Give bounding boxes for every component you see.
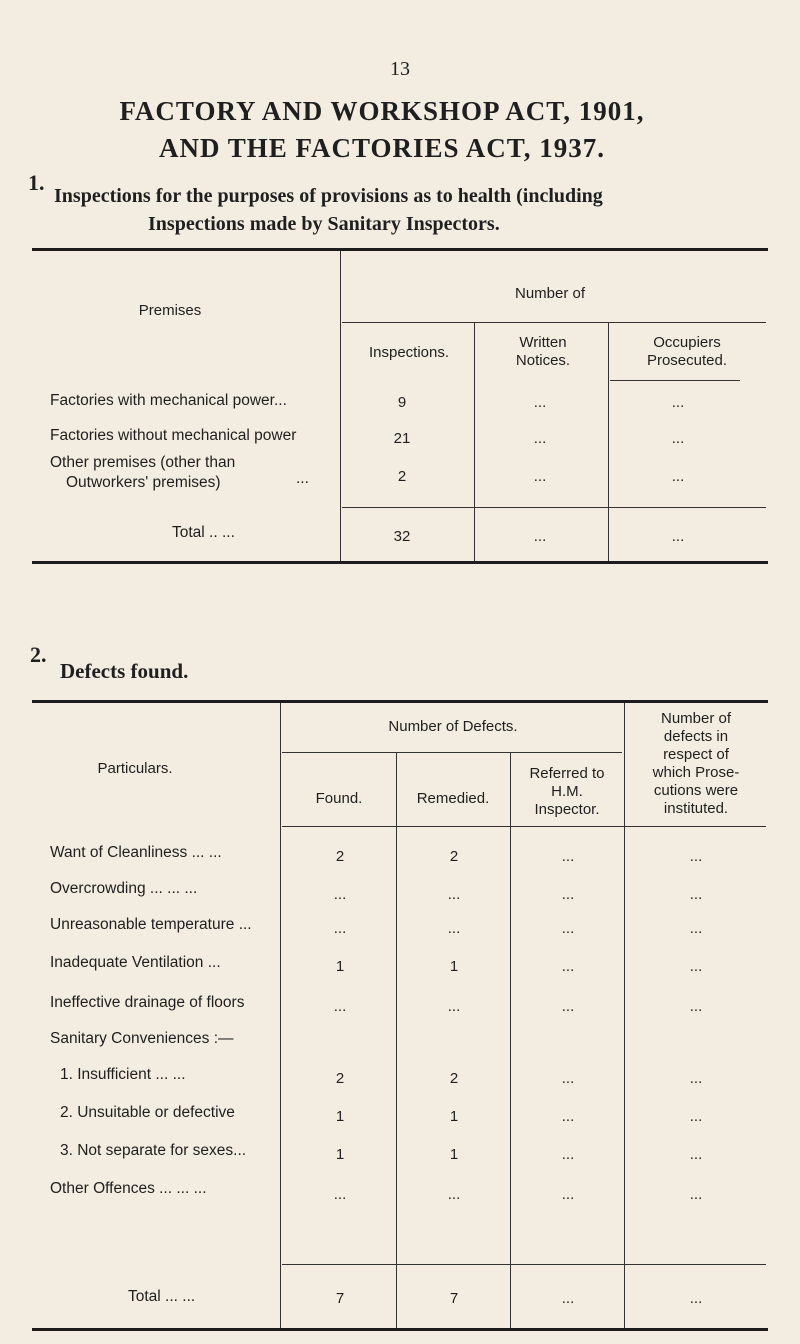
col-header-occupiers-2: Prosecuted. [646,352,728,369]
page-number: 13 [390,58,410,80]
col-header-remedied: Remedied. [416,790,490,807]
table1-cell-prosecuted: ... [671,468,685,485]
table1-total-prosecuted: ... [671,528,685,545]
table2-header-rule [282,826,766,827]
table2-cell-found: ... [333,1186,347,1203]
col-header-referred-3: Inspector. [534,801,600,818]
col-header-written-notices-1: Written [519,334,567,351]
table2-cell-referred: ... [561,920,575,937]
table1-cell-inspections: 21 [393,430,411,447]
table2-cell-referred: ... [561,1186,575,1203]
section1-heading-line1: Inspections for the purposes of provisions as to health (including [54,185,603,207]
table1-total-rule [342,507,766,508]
table1-cell-inspections: 9 [397,394,407,411]
col-header-prosecutions-2: defects in [663,728,729,745]
table2-top-rule [32,700,768,703]
col-header-prosecutions-1: Number of [660,710,732,727]
section2-number: 2. [30,642,47,667]
table2-row-label: Unreasonable temperature ... [50,916,252,933]
col-header-referred-1: Referred to [529,765,605,782]
col-header-found: Found. [315,790,363,807]
table2-row-label: 3. Not separate for sexes... [60,1142,247,1159]
table2-total-label: Total ... ... [128,1288,196,1305]
table1-cell-prosecuted: ... [671,430,685,447]
col-header-prosecutions-4: which Prose- [652,764,740,781]
table2-total-rule [282,1264,766,1265]
table1-top-rule [32,248,768,251]
table2-row-label: Inadequate Ventilation ... [50,954,221,971]
table2-cell-referred: ... [561,958,575,975]
table1-header-rule [342,322,766,323]
document-title-line2: AND THE FACTORIES ACT, 1937. [158,133,606,163]
table2-cell-found: 2 [335,1070,345,1087]
col-header-prosecutions-3: respect of [663,746,729,763]
table2-total-remedied: 7 [449,1290,459,1307]
table1-row-label: Factories without mechanical power [50,427,297,444]
table1-row-label: Factories with mechanical power... [50,392,287,409]
table2-cell-prosecutions: ... [689,1186,703,1203]
table2-cell-remedied: 1 [449,1146,459,1163]
table2-cell-referred: ... [561,998,575,1015]
col-header-referred-2: H.M. [551,783,583,800]
table2-cell-found: 1 [335,1108,345,1125]
document-title-line1: FACTORY AND WORKSHOP ACT, 1901, [119,96,645,126]
table2-cell-referred: ... [561,1070,575,1087]
col-header-number-of: Number of [514,285,586,302]
table2-total-found: 7 [335,1290,345,1307]
table2-cell-found: 2 [335,848,345,865]
col-header-occupiers-1: Occupiers [653,334,721,351]
table1-row-label: Other premises (other than [50,454,236,471]
table2-group-label: Sanitary Conveniences :— [50,1030,234,1047]
table2-header-rule [282,752,622,753]
table1-cell-inspections: 2 [397,468,407,485]
table1-total-label: Total .. ... [172,524,235,541]
table2-cell-prosecutions: ... [689,848,703,865]
table2-row-label: Ineffective drainage of floors [50,994,245,1011]
table2-divider [396,752,397,1330]
table1-total-inspections: 32 [393,528,411,545]
table2-total-prosecutions: ... [689,1290,703,1307]
table2-row-label: 2. Unsuitable or defective [60,1104,235,1121]
table2-cell-prosecutions: ... [689,920,703,937]
table1-bottom-rule [32,561,768,564]
table2-divider [510,752,511,1330]
table2-cell-prosecutions: ... [689,886,703,903]
table1-divider [340,251,341,561]
table1-cell-notices: ... [533,394,547,411]
table2-cell-remedied: 1 [449,958,459,975]
table2-cell-referred: ... [561,886,575,903]
table2-divider [280,703,281,1330]
col-header-number-of-defects: Number of Defects. [388,718,518,735]
table2-cell-found: ... [333,998,347,1015]
table2-row-label: Other Offences ... ... ... [50,1180,207,1197]
table1-total-notices: ... [533,528,547,545]
table2-bottom-rule [32,1328,768,1331]
col-header-premises: Premises [138,302,202,319]
section1-heading-line2: Inspections made by Sanitary Inspectors. [148,213,500,235]
table1-divider [608,322,609,561]
table1-row-label-cont: Outworkers' premises) [66,474,221,491]
table1-row-leader-dots: ... [296,470,309,487]
table2-cell-remedied: 2 [449,1070,459,1087]
table2-cell-prosecutions: ... [689,1070,703,1087]
table2-cell-referred: ... [561,1146,575,1163]
section2-heading: Defects found. [60,659,189,683]
table1-header-rule [610,380,740,381]
table2-total-referred: ... [561,1290,575,1307]
col-header-prosecutions-6: instituted. [663,800,729,817]
table2-cell-prosecutions: ... [689,998,703,1015]
table2-cell-remedied: ... [447,1186,461,1203]
table2-cell-remedied: 1 [449,1108,459,1125]
section1-number: 1. [28,170,45,195]
table1-divider [474,322,475,561]
table2-row-label: 1. Insufficient ... ... [60,1066,186,1083]
table2-cell-prosecutions: ... [689,958,703,975]
table2-cell-remedied: ... [447,920,461,937]
table2-cell-remedied: 2 [449,848,459,865]
table2-cell-found: 1 [335,958,345,975]
col-header-inspections: Inspections. [368,344,450,361]
table1-cell-notices: ... [533,430,547,447]
col-header-prosecutions-5: cutions were [653,782,739,799]
table2-cell-prosecutions: ... [689,1146,703,1163]
table1-cell-notices: ... [533,468,547,485]
table2-row-label: Overcrowding ... ... ... [50,880,198,897]
table2-cell-remedied: ... [447,998,461,1015]
table2-cell-referred: ... [561,848,575,865]
table2-cell-found: ... [333,886,347,903]
table1-cell-prosecuted: ... [671,394,685,411]
table2-cell-found: 1 [335,1146,345,1163]
col-header-particulars: Particulars. [97,760,173,777]
table2-row-label: Want of Cleanliness ... ... [50,844,222,861]
table2-cell-remedied: ... [447,886,461,903]
table2-cell-found: ... [333,920,347,937]
table2-cell-referred: ... [561,1108,575,1125]
col-header-written-notices-2: Notices. [515,352,571,369]
table2-cell-prosecutions: ... [689,1108,703,1125]
